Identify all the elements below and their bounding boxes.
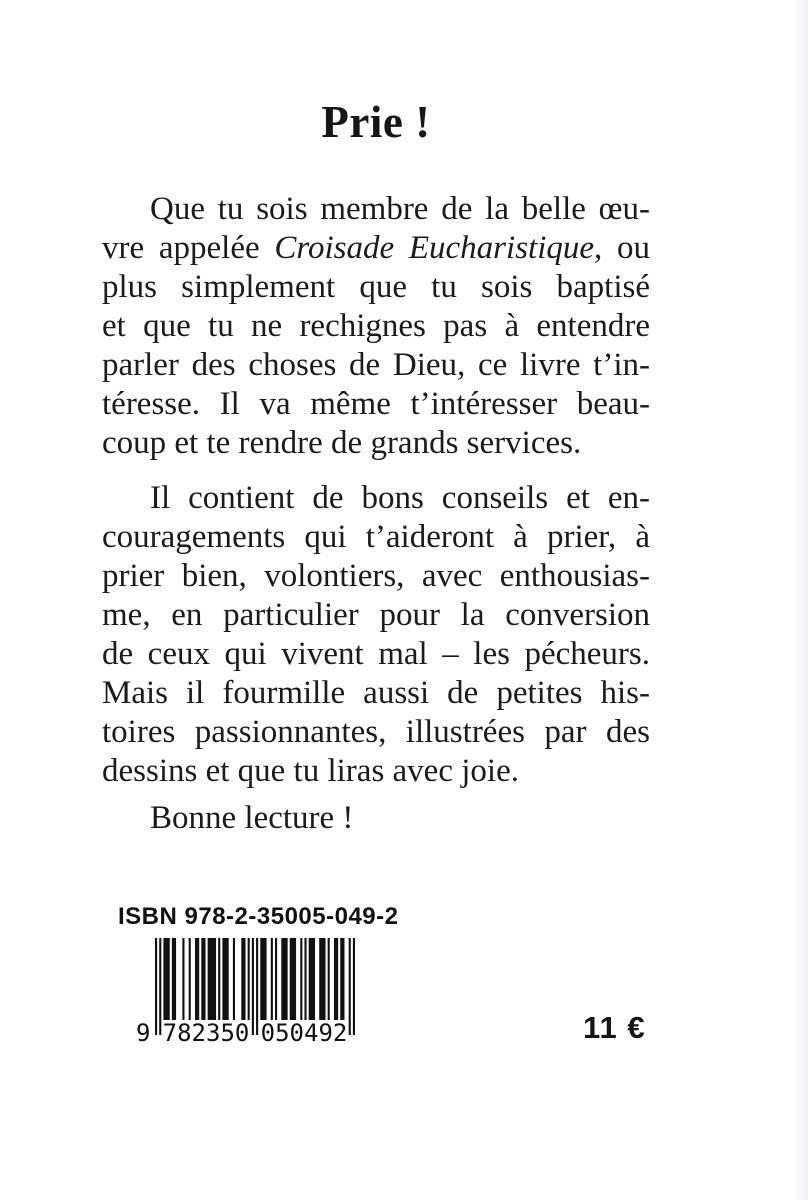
text-line: coup et te rendre de grands services.: [102, 425, 582, 461]
text-line: de ceux qui vivent mal – les pécheurs.: [102, 636, 650, 672]
text-line: Que tu sois membre de la belle œu-: [150, 191, 650, 227]
price-label: 11 €: [583, 1010, 646, 1045]
paragraph: [102, 190, 650, 463]
barcode-digits-group2: 050492: [260, 1019, 348, 1047]
isbn-label: ISBN 978-2-35005-049-2: [118, 903, 399, 930]
text-line: dessins et que tu liras avec joie.: [102, 753, 519, 789]
text-line: toires passionnantes, illustrées par des: [102, 714, 650, 750]
text-line: et que tu ne rechignes pas à entendre: [102, 308, 650, 344]
text-line: Mais il fourmille aussi de petites his-: [102, 675, 650, 711]
text-line: Il contient de bons conseils et en-: [150, 480, 650, 516]
scan-edge-shadow: [794, 0, 808, 1200]
barcode-digit-left: 9: [136, 1019, 151, 1047]
barcode-digits-group1: 782350: [162, 1019, 250, 1047]
book-title: Prie !: [321, 97, 431, 147]
ean-barcode: [136, 938, 355, 1048]
text-line: parler des choses de Dieu, ce livre t’in-: [102, 347, 650, 383]
text-line: vre appelée Croisade Eucharistique, ou: [102, 230, 650, 266]
body-paragraphs: [102, 190, 650, 838]
closing-line: Bonne lecture !: [150, 800, 354, 836]
text-line: plus simplement que tu sois baptisé: [102, 269, 650, 305]
text-line: couragements qui t’aideront à prier, à: [102, 519, 650, 555]
text-line: téresse. Il va même t’intéresser beau-: [102, 386, 650, 422]
barcode-digits: [136, 1019, 355, 1047]
paragraph: [102, 479, 650, 791]
text-line: prier bien, volontiers, avec enthousias-: [102, 558, 650, 594]
text-line: me, en particulier pour la conversion: [102, 597, 650, 633]
